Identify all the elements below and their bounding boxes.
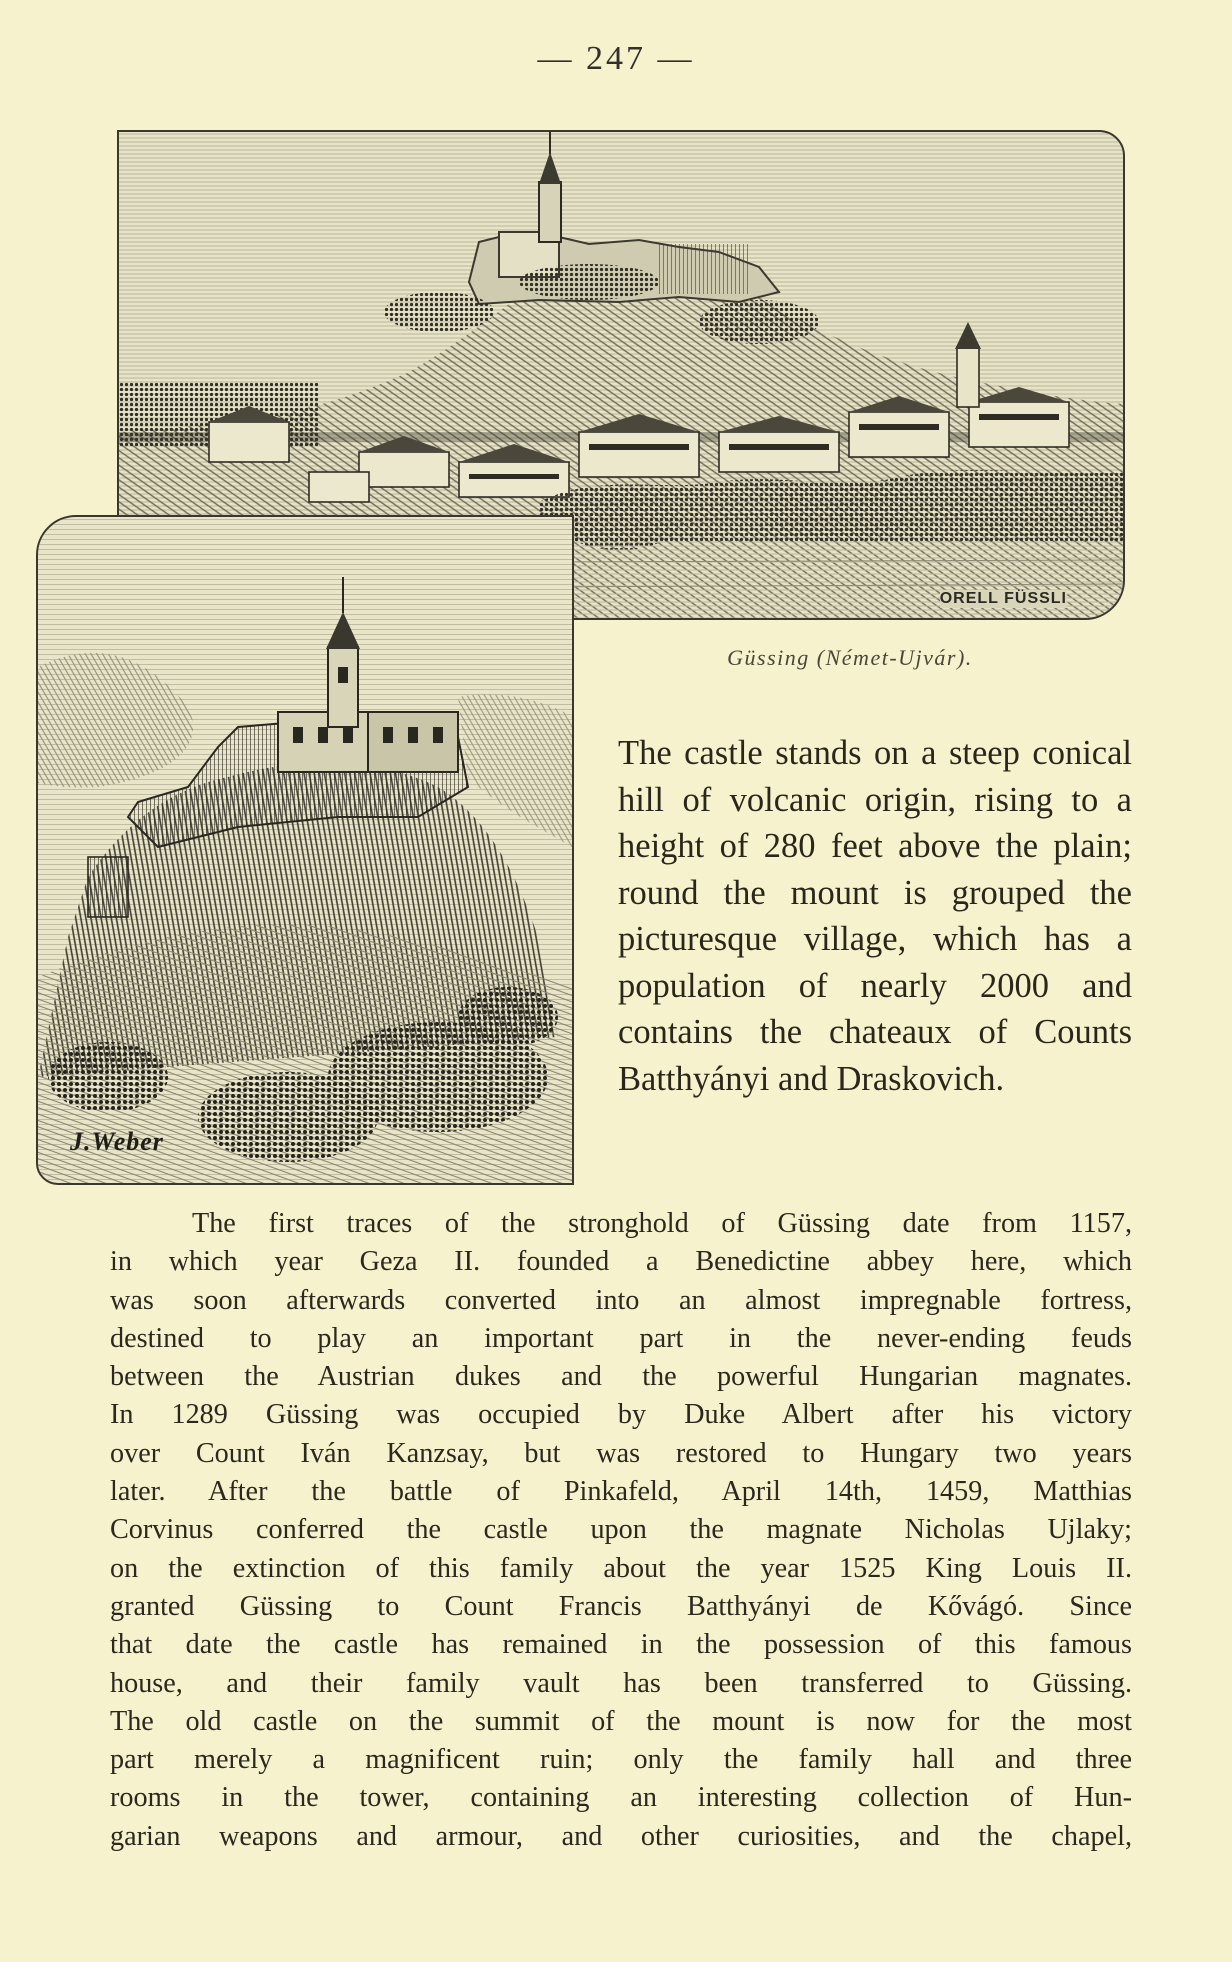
body-line: on the extinction of this family about the year 1525 King Louis II.: [110, 1552, 1132, 1584]
body-line: destined to play an important part in the never-ending feuds: [110, 1322, 1132, 1354]
intro-paragraph: The castle stands on a steep conical hill of volcanic origin, rising to a height of 280 feet above the plain; round the mount is grouped the picturesque village, which has a population of nearly 2000 and contains the chateaux of Counts Batthyányi and Draskovich.: [618, 734, 1132, 1098]
body-line: over Count Iván Kanzsay, but was restored to Hungary two years: [110, 1437, 1132, 1469]
castle-hill-engraving: [36, 515, 574, 1185]
figure-caption: Güssing (Német-Ujvár).: [727, 645, 973, 670]
body-line: that date the castle has remained in the possession of this famous: [110, 1629, 1132, 1661]
artist-signature: J.Weber: [70, 1127, 164, 1156]
body-paragraph: [110, 1205, 1132, 1856]
body-line: in which year Geza II. founded a Benedictine abbey here, which: [110, 1246, 1132, 1278]
body-line: between the Austrian dukes and the powerful Hungarian magnates.: [110, 1361, 1132, 1393]
body-line: granted Güssing to Count Francis Batthyányi de Kővágó. Since: [110, 1590, 1132, 1622]
page-number: — 247 —: [537, 40, 695, 77]
body-line: In 1289 Güssing was occupied by Duke Albert after his victory: [110, 1399, 1132, 1431]
body-line: rooms in the tower, containing an interesting collection of Hun-: [110, 1782, 1132, 1814]
body-line: The first traces of the stronghold of Güssing date from 1157,: [192, 1208, 1132, 1239]
body-line: part merely a magnificent ruin; only the family hall and three: [110, 1744, 1132, 1776]
body-line: house, and their family vault has been transferred to Güssing.: [110, 1667, 1132, 1699]
body-line: later. After the battle of Pinkafeld, April 14th, 1459, Matthias: [110, 1476, 1132, 1508]
body-line: Corvinus conferred the castle upon the magnate Nicholas Ujlaky;: [110, 1514, 1132, 1546]
engraver-signature: ORELL FÜSSLI: [939, 590, 1067, 607]
body-line: was soon afterwards converted into an almost impregnable fortress,: [110, 1284, 1132, 1316]
body-line: garian weapons and armour, and other curiosities, and the chapel,: [110, 1820, 1132, 1852]
body-line: The old castle on the summit of the mount is now for the most: [110, 1705, 1132, 1737]
